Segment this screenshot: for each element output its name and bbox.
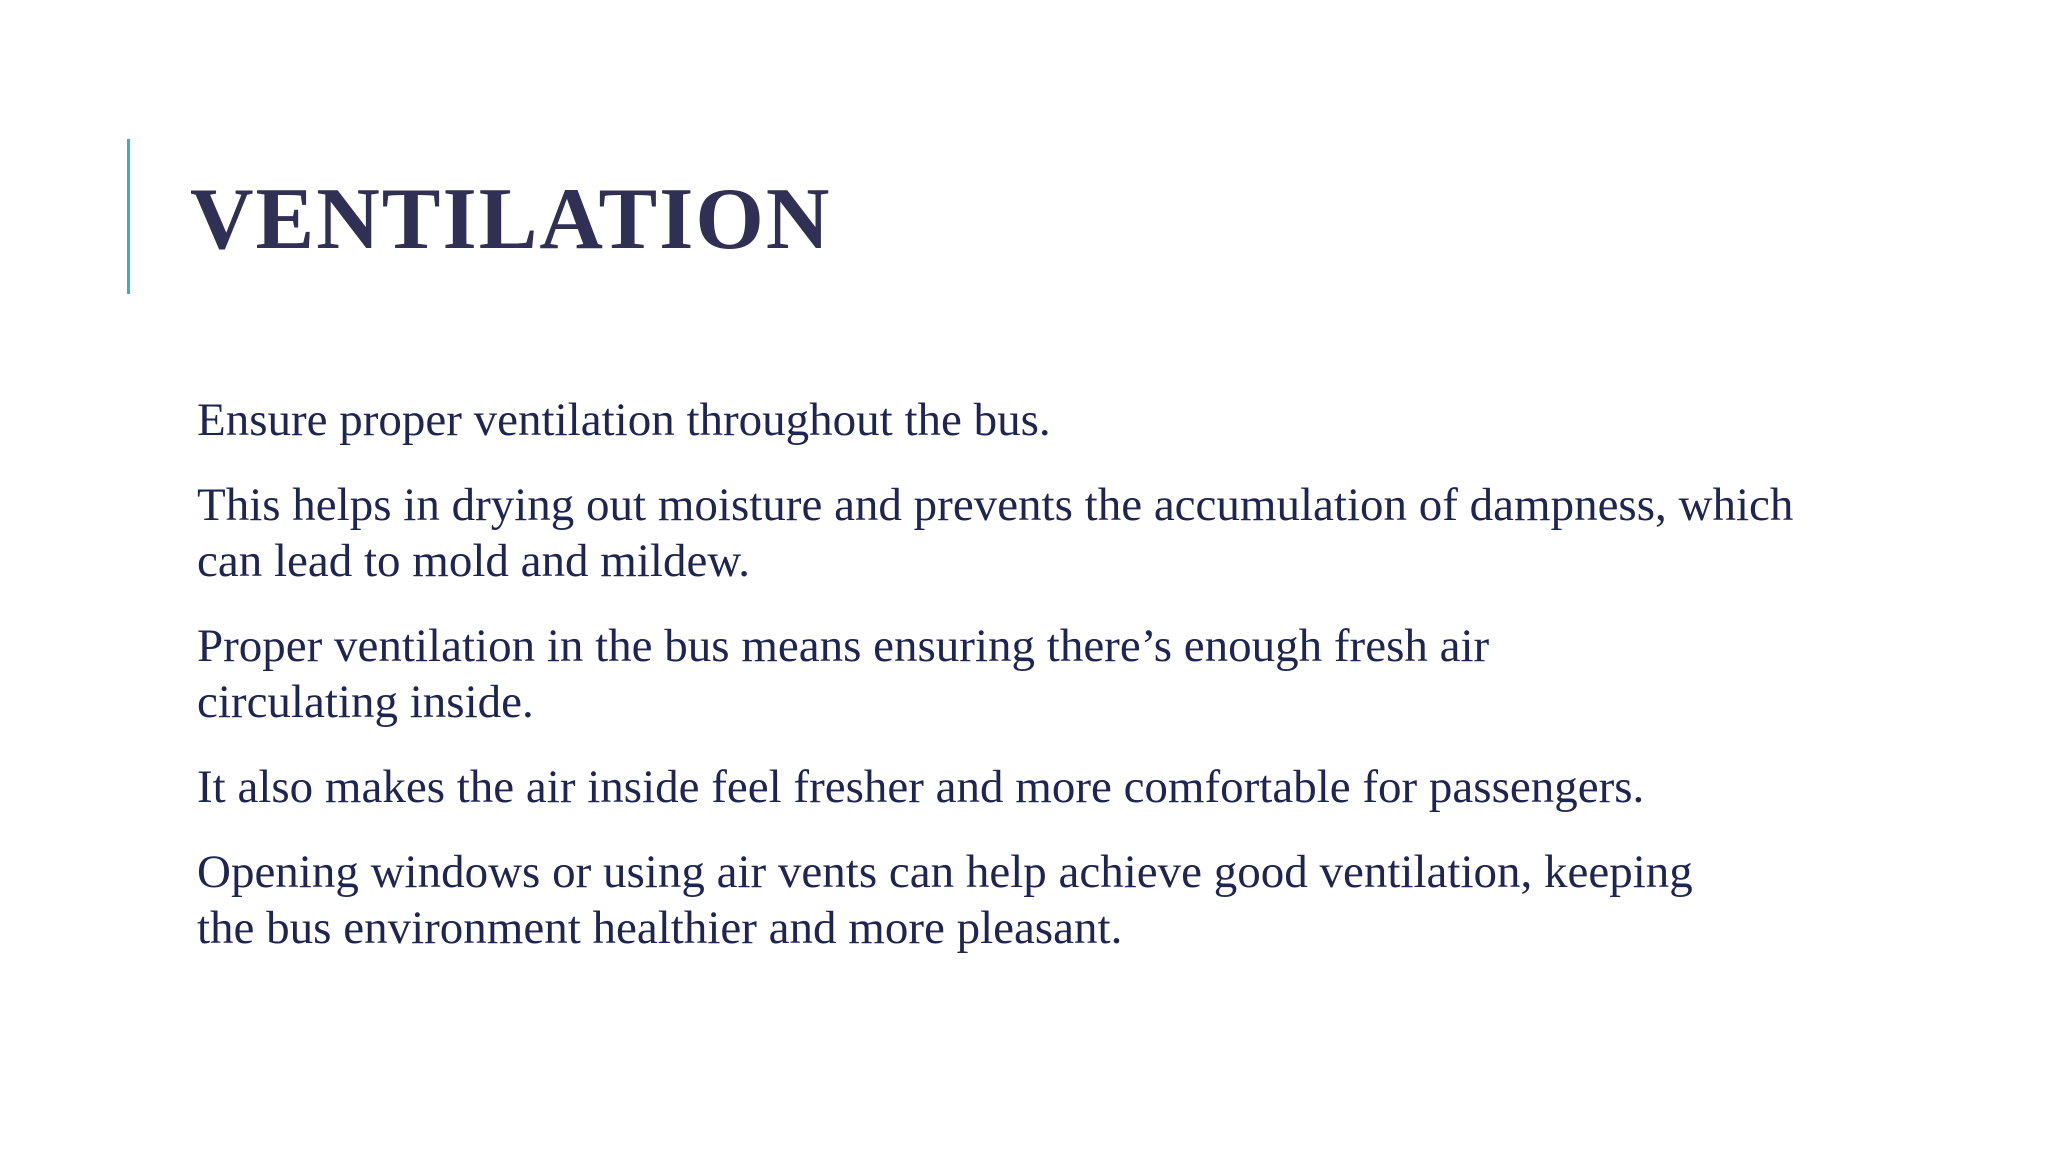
body-paragraph-1: Ensure proper ventilation throughout the bus. xyxy=(197,394,1051,446)
title-accent-bar xyxy=(127,139,130,294)
body-paragraph-5: Opening windows or using air vents can help achieve good ventilation, keeping the bus environment healthier and more pleasant. xyxy=(197,846,1693,954)
slide-title: VENTILATION xyxy=(190,171,832,268)
body-text xyxy=(197,392,1897,985)
body-paragraph-2: This helps in drying out moisture and prevents the accumulation of dampness, which can lead to mold and mildew. xyxy=(197,479,1794,587)
body-paragraph-3: Proper ventilation in the bus means ensuring there’s enough fresh air circulating inside. xyxy=(197,620,1490,728)
body-paragraph-4: It also makes the air inside feel fresher and more comfortable for passengers. xyxy=(197,761,1645,813)
